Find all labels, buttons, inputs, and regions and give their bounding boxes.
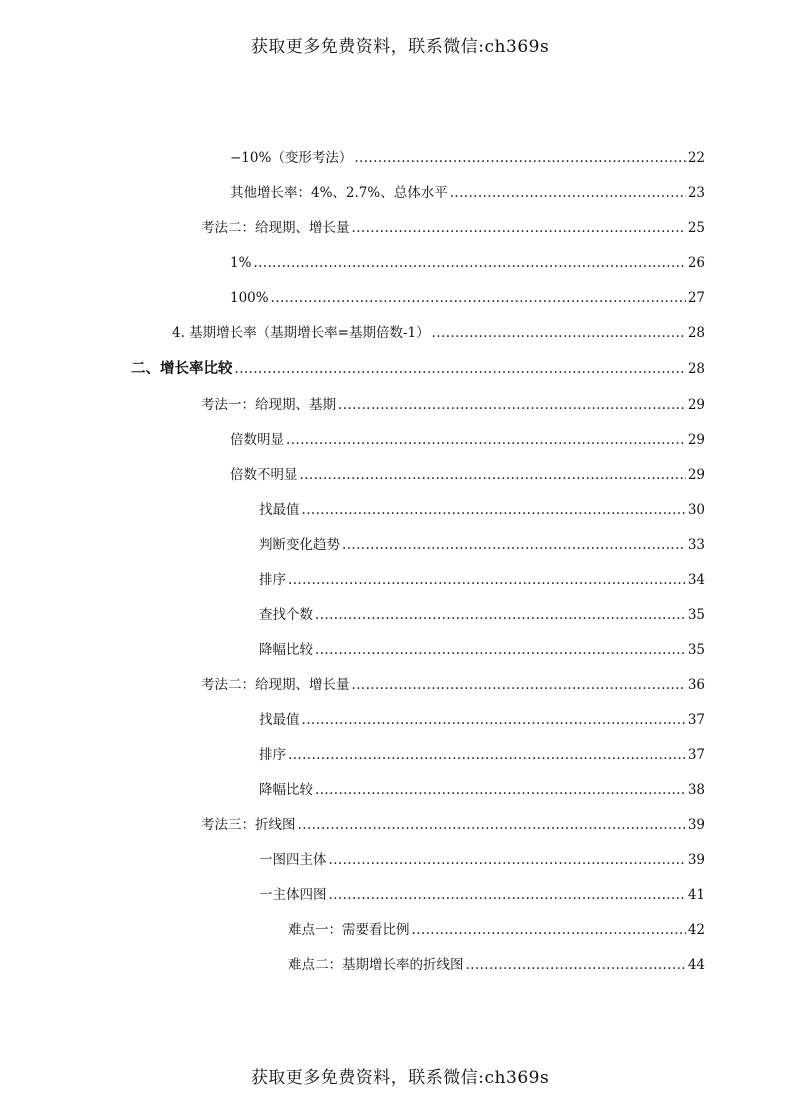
toc-entry[interactable] [230, 466, 705, 484]
toc-leader-dots [271, 289, 686, 307]
toc-entry-title: 找最值 [259, 712, 300, 728]
toc-entry-page: 23 [687, 185, 705, 201]
toc-entry-page: 39 [687, 852, 705, 868]
toc-entry[interactable] [259, 781, 705, 799]
toc-leader-dots [286, 431, 686, 449]
toc-entry[interactable] [259, 851, 705, 869]
toc-entry[interactable] [259, 536, 705, 554]
toc-entry-title: 难点一：需要看比例 [288, 922, 410, 938]
toc-entry[interactable] [288, 956, 705, 974]
toc-leader-dots [315, 641, 686, 659]
toc-entry[interactable] [201, 676, 705, 694]
toc-leader-dots [288, 571, 686, 589]
header-banner: 获取更多免费资料，联系微信:ch369s [250, 37, 550, 57]
toc-entry-title: 考法二：给现期、增长量 [201, 677, 350, 693]
toc-entry-page: 25 [687, 220, 705, 236]
toc-entry-title: 判断变化趋势 [259, 537, 340, 553]
toc-entry-title: 一图四主体 [259, 852, 327, 868]
toc-entry[interactable] [172, 324, 705, 342]
toc-entry-page: 29 [687, 397, 705, 413]
toc-entry[interactable] [230, 289, 705, 307]
toc-entry-title: 4. 基期增长率（基期增长率=基期倍数-1） [172, 325, 430, 341]
toc-entry-page: 28 [687, 325, 705, 341]
toc-entry-page: 41 [687, 887, 705, 903]
toc-leader-dots [450, 184, 686, 202]
toc-entry-page: 42 [687, 922, 705, 938]
toc-entry-page: 35 [687, 642, 705, 658]
toc-entry-title: 排序 [259, 572, 286, 588]
toc-entry-page: 27 [687, 290, 705, 306]
toc-entry[interactable] [288, 921, 705, 939]
toc-entry[interactable] [259, 606, 705, 624]
toc-leader-dots [352, 219, 686, 237]
toc-entry-title: 一主体四图 [259, 887, 327, 903]
toc-leader-dots [329, 886, 686, 904]
toc-leader-dots [432, 324, 686, 342]
toc-leader-dots [315, 606, 686, 624]
toc-entry-section[interactable] [131, 360, 705, 378]
toc-entry-title: 考法二：给现期、增长量 [201, 220, 350, 236]
toc-entry-page: 44 [687, 957, 705, 973]
toc-entry-page: 37 [687, 712, 705, 728]
toc-entry[interactable] [230, 431, 705, 449]
toc-entry-title: 二、增长率比较 [131, 360, 233, 377]
toc-entry-title: 考法一：给现期、基期 [201, 397, 336, 413]
toc-entry-page: 28 [687, 361, 705, 377]
toc-entry-page: 34 [687, 572, 705, 588]
toc-entry-page: 38 [687, 782, 705, 798]
toc-leader-dots [302, 711, 686, 729]
toc-entry[interactable] [259, 746, 705, 764]
toc-entry-page: 29 [687, 432, 705, 448]
toc-entry[interactable] [230, 254, 705, 272]
toc-entry-page: 22 [687, 150, 705, 166]
toc-entry-title: 查找个数 [259, 607, 313, 623]
toc-leader-dots [338, 396, 686, 414]
toc-entry-title: 找最值 [259, 502, 300, 518]
toc-entry-title: 倍数不明显 [230, 467, 298, 483]
toc-leader-dots [354, 149, 685, 167]
toc-entry[interactable] [259, 501, 705, 519]
toc-entry[interactable] [259, 886, 705, 904]
toc-leader-dots [300, 466, 686, 484]
toc-entry-page: 26 [687, 255, 705, 271]
toc-leader-dots [466, 956, 686, 974]
toc-leader-dots [342, 536, 686, 554]
toc-entry[interactable] [201, 219, 705, 237]
toc-leader-dots [298, 816, 686, 834]
toc-entry-page: 29 [687, 467, 705, 483]
toc-entry-title: 1% [230, 255, 252, 271]
footer-banner: 获取更多免费资料，联系微信:ch369s [250, 1068, 550, 1088]
toc-entry-page: 36 [687, 677, 705, 693]
toc-leader-dots [288, 746, 686, 764]
toc-leader-dots [412, 921, 686, 939]
toc-leader-dots [352, 676, 686, 694]
toc-entry-page: 35 [687, 607, 705, 623]
toc-leader-dots [235, 360, 686, 378]
toc-entry[interactable] [230, 184, 705, 202]
toc-leader-dots [315, 781, 686, 799]
toc-entry-title: 考法三：折线图 [201, 817, 296, 833]
toc-entry-title: 降幅比较 [259, 642, 313, 658]
toc-entry-title: −10%（变形考法） [230, 150, 353, 166]
toc-entry[interactable] [201, 816, 705, 834]
toc-leader-dots [302, 501, 686, 519]
toc-entry[interactable] [259, 711, 705, 729]
toc-entry-title: 其他增长率：4%、2.7%、总体水平 [230, 185, 448, 201]
toc-entry[interactable] [259, 641, 705, 659]
toc-entry[interactable] [230, 149, 705, 167]
toc-entry-page: 33 [687, 537, 705, 553]
toc-entry-title: 100% [230, 290, 269, 306]
toc-entry-page: 39 [687, 817, 705, 833]
toc-entry-title: 倍数明显 [230, 432, 284, 448]
toc-leader-dots [253, 254, 685, 272]
toc-entry-title: 降幅比较 [259, 782, 313, 798]
toc-entry[interactable] [259, 571, 705, 589]
toc-entry-title: 难点二：基期增长率的折线图 [288, 957, 464, 973]
toc-entry-page: 30 [687, 502, 705, 518]
toc-entry-title: 排序 [259, 747, 286, 763]
toc-entry[interactable] [201, 396, 705, 414]
toc-leader-dots [329, 851, 686, 869]
toc-entry-page: 37 [687, 747, 705, 763]
